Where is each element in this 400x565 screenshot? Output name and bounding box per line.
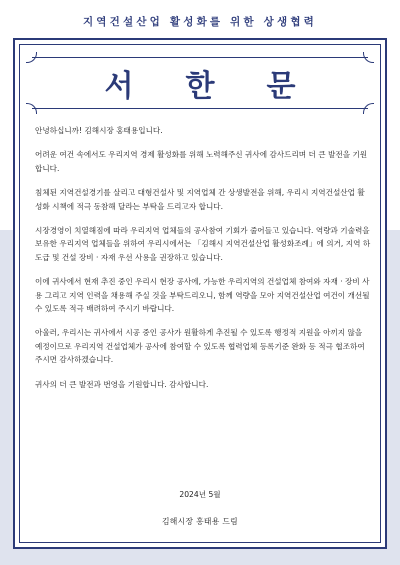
corner-ornament [26,103,37,114]
paragraph: 시장경영이 치열해짐에 따라 우리지역 업체들의 공사참여 기회가 줄어들고 있습니다. 역량과 기술력을 보유한 우리지역 업체들을 위하여 우리시에서는 「김해시 지역건설산업 활성화조례」에 의거, 지역 하도급 및 건설 장비 · 자재 우선 사용을 권장하고 있습니다. [35,226,371,262]
letter-frame [13,38,387,549]
paragraph: 침체된 지역건설경기를 살리고 대형건설사 및 지역업체 간 상생발전을 위해, 우리시 지역건설산업 활성화 시책에 적극 동참해 달라는 부탁을 드리고자 합니다. [35,188,365,211]
greeting: 안녕하십니까! 김해시장 홍태용입니다. [35,126,163,135]
letter-signature: 김해시장 홍태용 드림 [161,517,239,526]
paragraph: 이에 귀사에서 현재 추진 중인 우리시 현장 공사에, 가능한 우리지역의 건설업체 참여와 자재 · 장비 사용 그리고 지역 인력을 채용해 주실 것을 부탁드리오니, 함께 역량을 모아 지역건설산업 여건이 개선될 수 있도록 적극 배려하여 주시기 바랍니다. [35,277,370,314]
letter-date: 2024년 5월 [179,490,221,499]
corner-ornament [26,52,37,63]
title-box [32,57,368,109]
corner-ornament [363,103,374,114]
paragraph: 아울러, 우리시는 귀사에서 시공 중인 공사가 원활하게 추진될 수 있도록 행정적 지원을 아끼지 않을 예정이므로 우리지역 건설업체가 공사에 참여할 수 있도록 협력업체 등록기준 완화 등 적극 협조하여 주시면 감사하겠습니다. [35,328,365,365]
letter-body [35,124,371,402]
letter-title: 서한문 [104,69,348,104]
header-tagline: 지역건설산업 활성화를 위한 상생협력 [82,16,318,28]
paragraph: 귀사의 더 큰 발전과 번영을 기원합니다. 감사합니다. [35,379,209,389]
paragraph: 어려운 여건 속에서도 우리지역 경제 활성화를 위해 노력해주신 귀사에 감사드리며 더 큰 발전을 기원합니다. [35,150,368,173]
corner-ornament [363,52,374,63]
